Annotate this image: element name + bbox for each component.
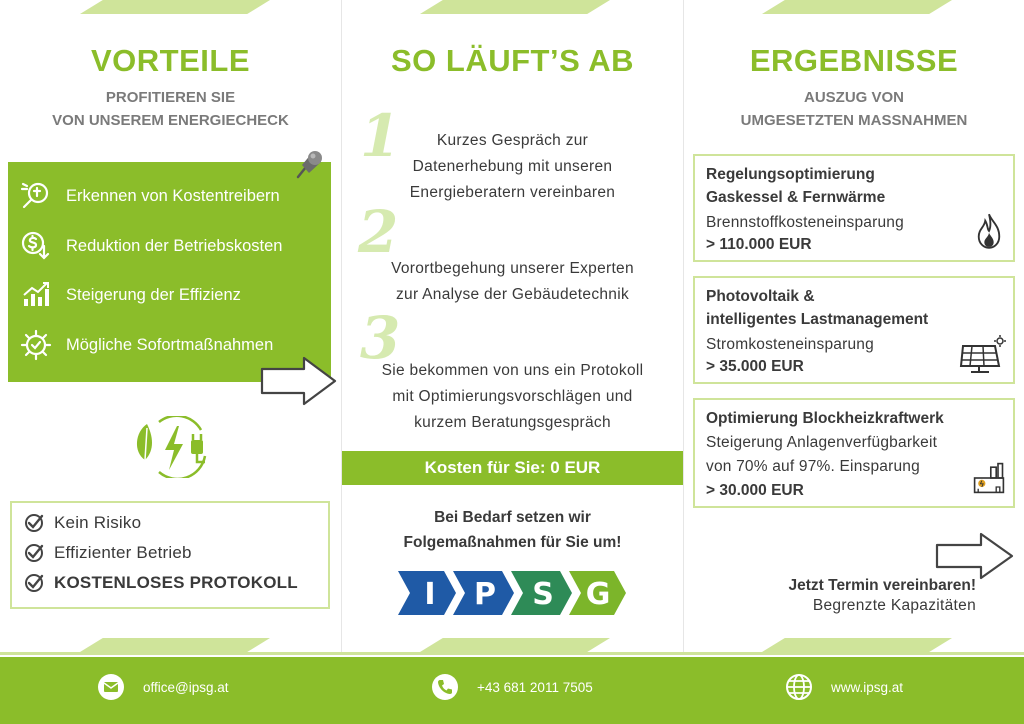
checklist-item: [24, 543, 192, 563]
svg-text:P: P: [474, 577, 496, 612]
result-title: [706, 407, 944, 430]
result-title-line: intelligentes Lastmanagement: [706, 311, 929, 328]
result-value: > 110.000 EUR: [706, 236, 812, 253]
mail-icon: [97, 673, 125, 701]
result-value: > 30.000 EUR: [706, 482, 804, 499]
svg-text:G: G: [585, 577, 611, 612]
globe-icon: [785, 673, 813, 701]
result-title-line: Photovoltaik &: [706, 288, 815, 305]
power-plant-icon: [971, 460, 1007, 496]
step-description: [342, 358, 683, 436]
step-line: Sie bekommen von uns ein Protokoll: [381, 362, 644, 379]
step-number: 1: [360, 102, 401, 170]
magnifier-icon: [18, 178, 54, 214]
result-card: [693, 154, 1015, 262]
growth-chart-icon: [18, 277, 54, 313]
checklist-item: [24, 513, 141, 533]
step-line: Datenerhebung mit unseren: [412, 158, 613, 175]
benefit-label: Erkennen von Kostentreibern: [66, 186, 280, 205]
footer-decoration-middle: [420, 638, 610, 652]
phone-icon: [431, 673, 459, 701]
cost-banner: Kosten für Sie: 0 EUR: [342, 451, 683, 485]
right-subtitle: [684, 86, 1024, 132]
checklist-label: Kein Risiko: [54, 513, 142, 532]
result-title-line: Optimierung Blockheizkraftwerk: [706, 410, 944, 427]
top-decoration-middle: [420, 0, 610, 14]
benefit-item: [8, 277, 331, 313]
email-link[interactable]: office@ipsg.at: [143, 679, 229, 695]
step-description: [342, 256, 683, 308]
cta-subtext: Begrenzte Kapazitäten: [812, 597, 976, 614]
eco-energy-icon: [131, 416, 215, 478]
result-title-line: Regelungsoptimierung: [706, 166, 875, 183]
step-line: mit Optimierungsvorschlägen und: [392, 388, 633, 405]
left-subtitle-line1: PROFITIEREN SIE: [105, 89, 236, 106]
benefits-panel: [8, 162, 331, 382]
checklist-label: KOSTENLOSES PROTOKOLL: [54, 573, 298, 592]
result-description: Brennstoffkosteneinsparung: [706, 214, 904, 231]
benefit-label: Steigerung der Effizienz: [66, 285, 241, 304]
cta-button[interactable]: Jetzt Termin vereinbaren!: [788, 577, 976, 594]
step-line: kurzem Beratungsgespräch: [414, 414, 611, 431]
benefit-item: [8, 178, 331, 214]
svg-text:I: I: [424, 577, 436, 612]
benefit-label: Reduktion der Betriebskosten: [66, 236, 283, 255]
step-line: zur Analyse der Gebäudetechnik: [395, 286, 630, 303]
result-description-line: von 70% auf 97%. Einsparung: [706, 458, 920, 475]
middle-title: SO LÄUFT’S AB: [390, 43, 634, 78]
footer-decoration-left: [80, 638, 270, 652]
footer-decoration-right: [762, 638, 952, 652]
benefit-item: [8, 228, 331, 264]
check-circle-icon: [24, 513, 44, 533]
top-decoration-right: [762, 0, 952, 14]
footer: [0, 657, 1024, 724]
step-number: 3: [360, 304, 401, 372]
right-subtitle-line1: AUSZUG VON: [803, 89, 904, 106]
dollar-down-icon: [18, 228, 54, 264]
right-title: ERGEBNISSE: [749, 43, 959, 78]
solar-panel-icon: [959, 334, 1007, 374]
result-title-line: Gaskessel & Fernwärme: [706, 189, 886, 206]
followup-line: Bei Bedarf setzen wir: [434, 509, 591, 526]
phone-link[interactable]: +43 681 2011 7505: [477, 679, 593, 695]
benefit-label: Mögliche Sofortmaßnahmen: [66, 335, 274, 354]
result-value: > 35.000 EUR: [706, 358, 804, 375]
checklist-box: [10, 501, 330, 609]
left-subtitle-line2: VON UNSEREM ENERGIECHECK: [52, 112, 289, 129]
left-title: VORTEILE: [90, 43, 250, 78]
result-title: [706, 285, 928, 331]
ipsg-logo: [398, 568, 628, 618]
result-title: [706, 163, 885, 209]
step-line: Energieberatern vereinbaren: [409, 184, 616, 201]
result-description: Stromkosteneinsparung: [706, 336, 874, 353]
followup-text: [342, 505, 683, 555]
step-line: Kurzes Gespräch zur: [436, 132, 589, 149]
top-decoration-left: [80, 0, 270, 14]
result-card: [693, 276, 1015, 384]
checklist-label: Effizienter Betrieb: [54, 543, 192, 562]
footer-line: [0, 652, 1024, 655]
footer-web[interactable]: [785, 672, 903, 702]
arrow-right-icon: [260, 355, 338, 407]
checklist-item: [24, 573, 298, 593]
pushpin-icon: [288, 145, 328, 185]
right-subtitle-line2: UMGESETZTEN MASSNAHMEN: [740, 112, 968, 129]
svg-text:S: S: [532, 577, 554, 612]
check-circle-icon: [24, 573, 44, 593]
result-card: [693, 398, 1015, 508]
left-subtitle: [0, 86, 341, 132]
result-description-line: Steigerung Anlagenverfügbarkeit: [706, 434, 938, 451]
gear-check-icon: [18, 327, 54, 363]
step-description: [342, 128, 683, 206]
footer-phone[interactable]: [431, 672, 593, 702]
footer-email[interactable]: [97, 672, 229, 702]
check-circle-icon: [24, 543, 44, 563]
web-link[interactable]: www.ipsg.at: [831, 679, 904, 695]
arrow-right-icon: [935, 532, 1015, 580]
result-description: [706, 431, 937, 479]
followup-line: Folgemaßnahmen für Sie um!: [403, 534, 622, 551]
step-line: Vorortbegehung unserer Experten: [391, 260, 634, 277]
flame-icon: [975, 212, 1003, 250]
step-number: 2: [358, 198, 399, 266]
